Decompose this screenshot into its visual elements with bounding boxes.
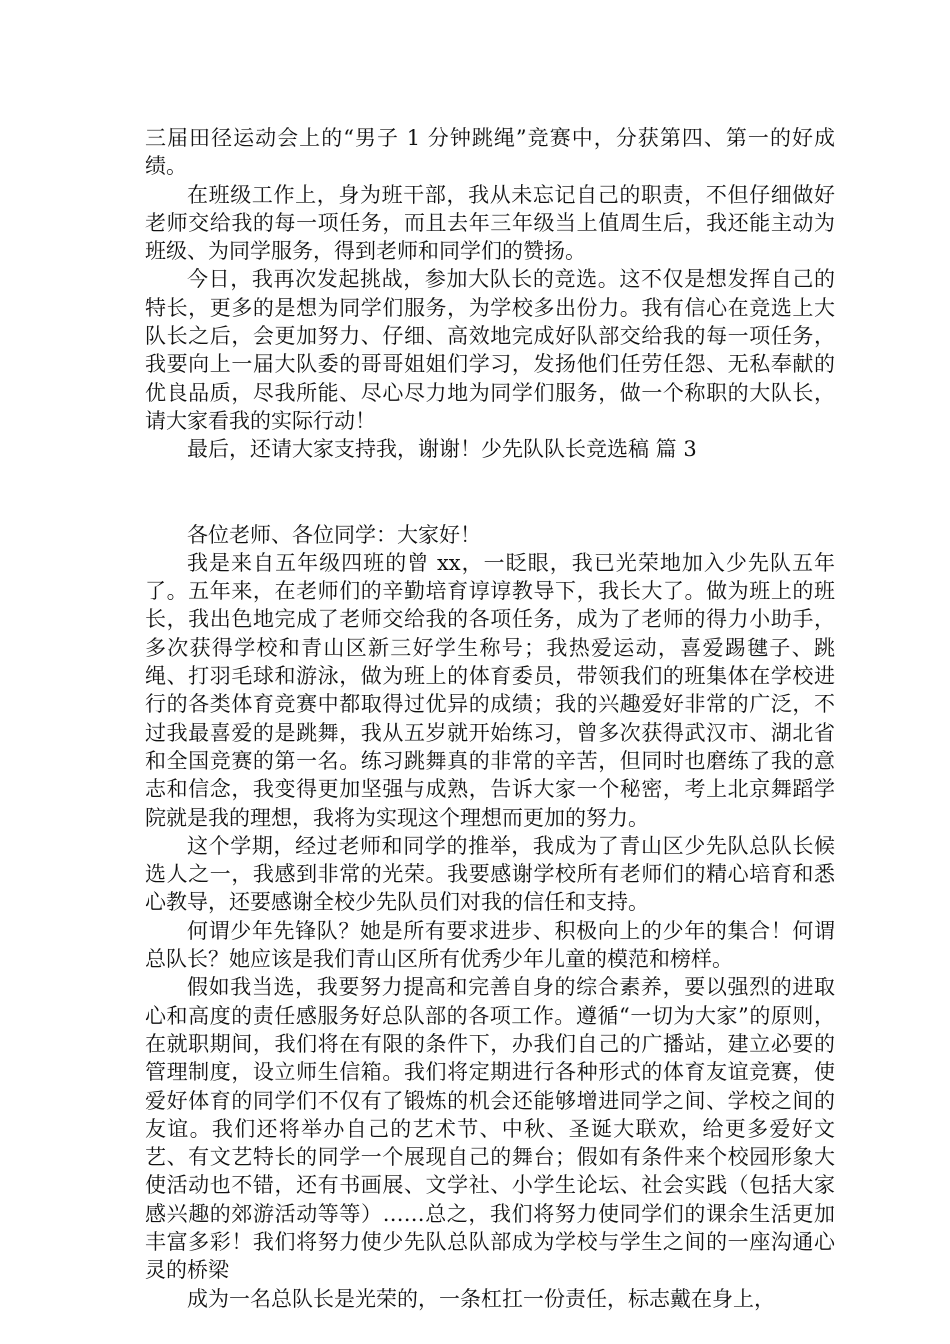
section-bottom [145, 521, 835, 1313]
paragraph: 今日，我再次发起挑战，参加大队长的竞选。这不仅是想发挥自己的特长，更多的是想为同学们服务，为学校多出份力。我有信心在竞选上大队长之后，会更加努力、仔细、高效地完成好队部交给我的每一项任务，我要向上一届大队委的哥哥姐姐们学习，发扬他们任劳任怨、无私奉献的优良品质，尽我所能、尽心尽力地为同学们服务，做一个称职的大队长，请大家看我的实际行动！ [145, 267, 835, 433]
document-body [145, 124, 835, 1313]
section-spacer [145, 464, 835, 521]
section-top [145, 124, 835, 464]
paragraph: 我是来自五年级四班的曾 xx，一眨眼，我已光荣地加入少先队五年了。五年来，在老师们的辛勤培育谆谆教导下，我长大了。做为班上的班长，我出色地完成了老师交给我的各项任务，成为了老师的得力小助手，多次获得学校和青山区新三好学生称号；我热爱运动，喜爱踢毽子、跳绳、打羽毛球和游泳，做为班上的体育委员，带领我们的班集体在学校进行的各类体育竞赛中都取得过优异的成绩；我的兴趣爱好非常的广泛，不过我最喜爱的是跳舞，我从五岁就开始练习，曾多次获得武汉市、湖北省和全国竞赛的第一名。练习跳舞真的非常的辛苦，但同时也磨练了我的意志和信念，我变得更加坚强与成熟，告诉大家一个秘密，考上北京舞蹈学院就是我的理想，我将为实现这个理想而更加的努力。 [145, 550, 835, 830]
paragraph: 在班级工作上，身为班干部，我从未忘记自己的职责，不但仔细做好老师交给我的每一项任务，而且去年三年级当上值周生后，我还能主动为班级、为同学服务，得到老师和同学们的赞扬。 [145, 182, 835, 264]
paragraph: 成为一名总队长是光荣的，一条杠扛一份责任，标志戴在身上， [187, 1286, 775, 1311]
paragraph: 假如我当选，我要努力提高和完善自身的综合素养，要以强烈的进取心和高度的责任感服务好总队部的各项工作。遵循“一切为大家”的原则，在就职期间，我们将在有限的条件下，办我们自己的广播站，建立必要的管理制度，设立师生信箱。我们将定期进行各种形式的体育友谊竞赛，使爱好体育的同学们不仅有了锻炼的机会还能够增进同学之间、学校之间的友谊。我们还将举办自己的艺术节、中秋、圣诞大联欢，给更多爱好文艺、有文艺特长的同学一个展现自己的舞台；假如有条件来个校园形象大使活动也不错，还有书画展、文学社、小学生论坛、社会实践（包括大家感兴趣的郊游活动等等）……总之，我们将努力使同学们的课余生活更加丰富多彩！我们将努力使少先队总队部成为学校与学生之间的一座沟通心灵的桥梁 [145, 975, 835, 1283]
paragraph-greeting: 各位老师、各位同学：大家好！ [187, 522, 481, 547]
paragraph: 何谓少年先锋队？她是所有要求进步、积极向上的少年的集合！何谓总队长？她应该是我们青山区所有优秀少年儿童的模范和榜样。 [145, 918, 835, 972]
paragraph: 三届田径运动会上的“男子 1 分钟跳绳”竞赛中，分获第四、第一的好成绩。 [145, 126, 835, 179]
paragraph-section-heading: 最后，还请大家支持我，谢谢！少先队队长竞选稿 篇 3 [187, 437, 697, 462]
paragraph: 这个学期，经过老师和同学的推举，我成为了青山区少先队总队长候选人之一，我感到非常的光荣。我要感谢学校所有老师们的精心培育和悉心教导，还要感谢全校少先队员们对我的信任和支持。 [145, 833, 835, 915]
